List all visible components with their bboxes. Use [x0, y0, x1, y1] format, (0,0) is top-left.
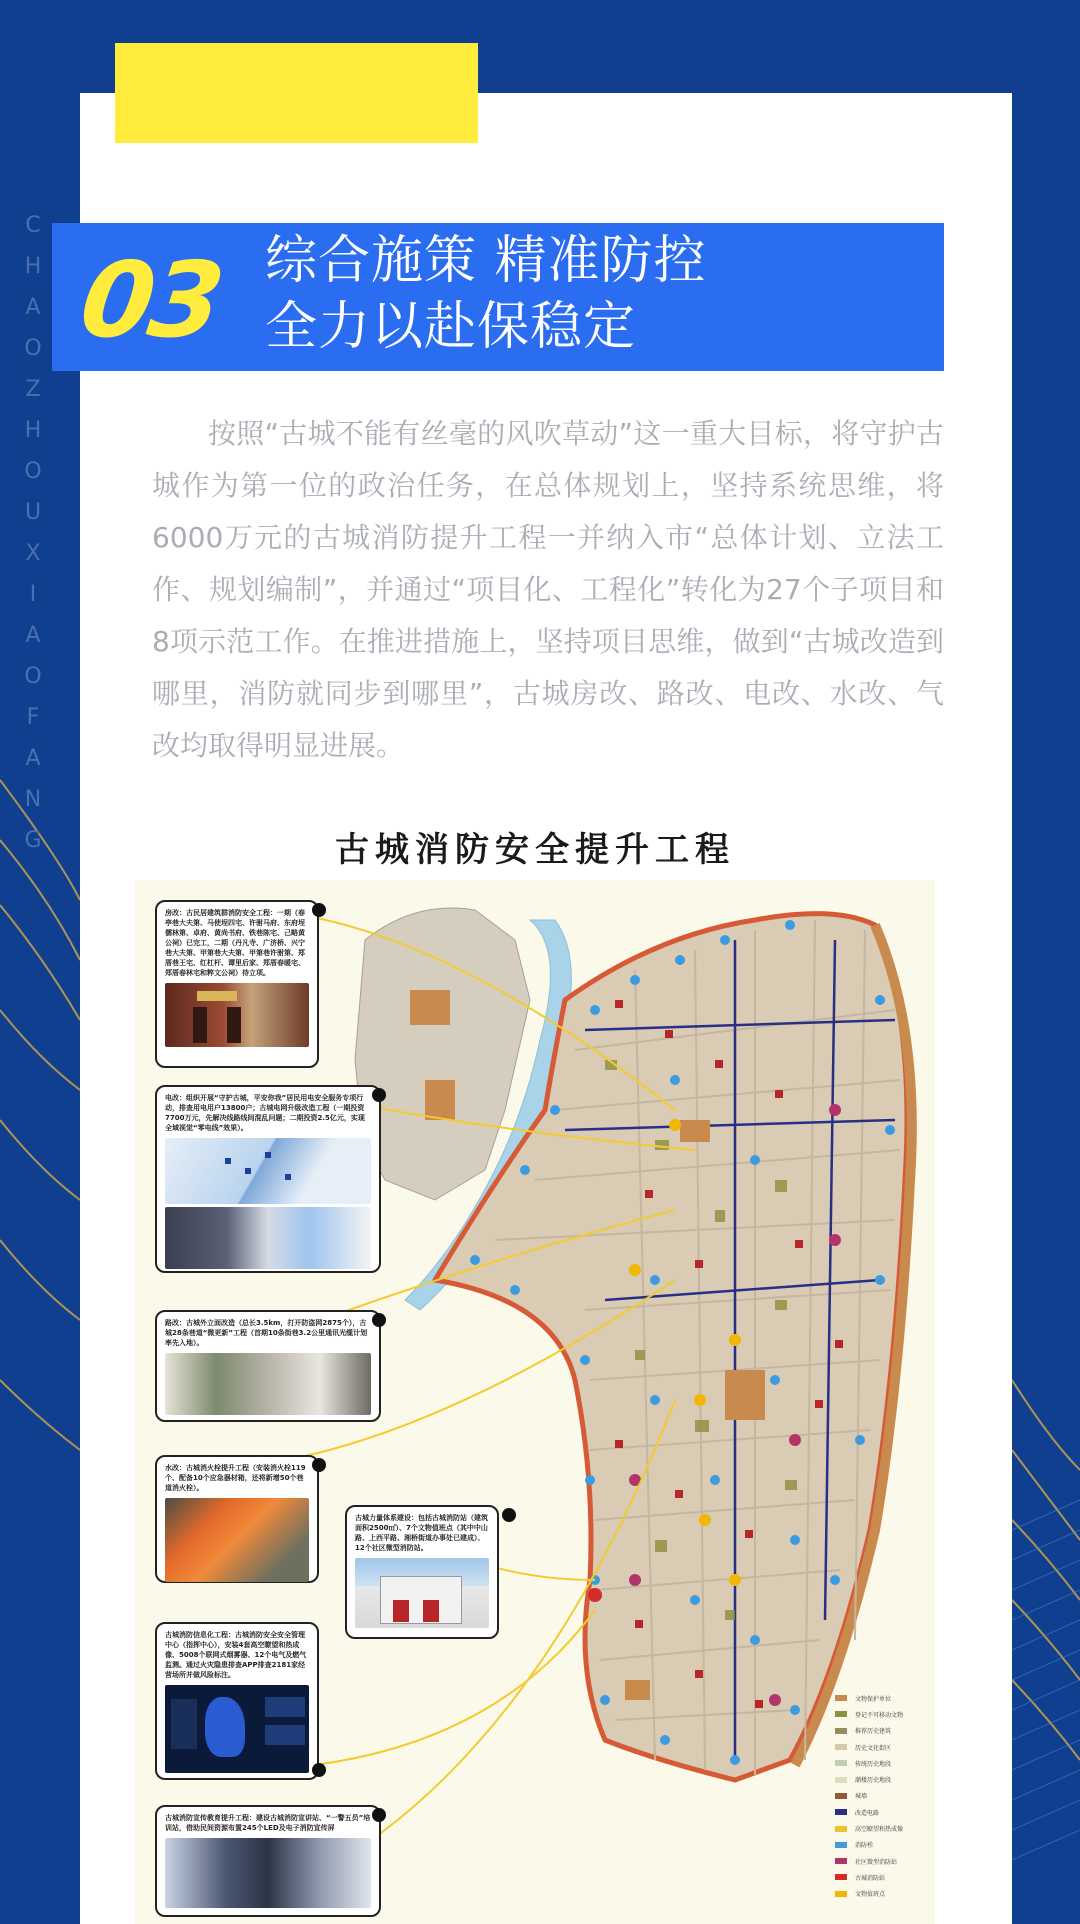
callout-water-text: 水改：古城消火栓提升工程（安装消火栓119个、配备10个应急器材箱，还将新增50个巷道消火栓）。	[165, 1464, 306, 1492]
callout-edu-anchor	[372, 1808, 386, 1822]
callout-station-anchor	[502, 1508, 516, 1522]
legend-swatch	[835, 1858, 847, 1864]
callout-power-reform	[155, 1085, 381, 1273]
legend-swatch	[835, 1695, 847, 1701]
legend-swatch	[835, 1793, 847, 1799]
legend-label: 社区微型消防站	[855, 1858, 898, 1866]
callout-station-text: 古城力量体系建设：包括古城消防站（建筑面积2500㎡）、7个文物值班点（其中中山路、上西平路、湘桥街道办事处已建成）、12个社区微型消防站。	[355, 1514, 488, 1552]
legend-item	[835, 1886, 935, 1902]
side-letter: A	[25, 295, 41, 320]
side-letter: Z	[25, 377, 41, 402]
title-line-1: 综合施策 精准防控	[265, 231, 707, 291]
legend-label: 潮楼历史地段	[855, 1777, 892, 1785]
power-photos	[165, 1207, 371, 1269]
legend-item	[835, 1837, 935, 1853]
legend-label: 历史文化街区	[855, 1744, 892, 1752]
legend-label: 消防栓	[855, 1842, 874, 1850]
callout-power-text: 电改：组织开展“守护古城，平安你我”居民用电安全服务专项行动，排查用电用户13800户；古城电网升级改造工程（一期投资7700万元，先解决线路线间混乱问题；二期投资2.5亿元，实现全域视觉“零电线”效果）。	[165, 1094, 365, 1132]
legend-item	[835, 1869, 935, 1885]
legend-label: 文物值班点	[855, 1891, 886, 1899]
callout-road-reform	[155, 1310, 381, 1422]
side-letter: N	[24, 787, 42, 812]
legend-label: 登记不可移动文物	[855, 1711, 904, 1719]
legend-swatch	[835, 1842, 847, 1848]
side-letter: I	[29, 582, 37, 607]
legend-swatch	[835, 1728, 847, 1734]
callout-power-anchor	[372, 1088, 386, 1102]
callout-house-anchor	[312, 903, 326, 917]
side-letter: A	[25, 623, 41, 648]
map-legend	[835, 1690, 935, 1902]
legend-swatch	[835, 1874, 847, 1880]
legend-label: 文物保护单位	[855, 1695, 892, 1703]
legend-item	[835, 1723, 935, 1739]
section-title	[265, 228, 905, 360]
callout-education	[155, 1805, 381, 1917]
legend-label: 传统历史地段	[855, 1760, 892, 1768]
side-letter: U	[24, 500, 42, 525]
body-paragraph: 按照“古城不能有丝毫的风吹草动”这一重大目标，将守护古城作为第一位的政治任务，在总体规划上，坚持系统思维，将6000万元的古城消防提升工程一并纳入市“总体计划、立法工作、规划编制”，并通过“项目化、工程化”转化为27个子项目和8项示范工作。在推进措施上，坚持项目思维，做到“古城改造到哪里，消防就同步到哪里”，古城房改、路改、电改、水改、气改均取得明显进展。	[152, 417, 944, 762]
legend-swatch	[835, 1891, 847, 1897]
side-letter: H	[24, 254, 42, 279]
callout-info-system	[155, 1622, 319, 1780]
side-letter: G	[24, 828, 42, 853]
side-letter: O	[24, 664, 42, 689]
station-photo	[355, 1558, 489, 1628]
callout-water-anchor	[312, 1458, 326, 1472]
callout-edu-text: 古城消防宣传教育提升工程：建设古城消防宣讲站、“一警五员”培训站，借助民间资源布置245个LED及电子消防宣传屏	[165, 1814, 371, 1832]
callout-info-anchor	[312, 1763, 326, 1777]
side-letter: A	[25, 746, 41, 771]
legend-swatch	[835, 1760, 847, 1766]
legend-item	[835, 1804, 935, 1820]
education-photo	[165, 1838, 371, 1908]
water-photo	[165, 1498, 309, 1582]
house-photo	[165, 983, 309, 1047]
callout-info-text: 古城消防信息化工程：古城消防安全安全管理中心（指挥中心），安装4套高空瞭望和热成像、5008个联网式烟雾器、12个电气及燃气监测。通过火灾隐患排查APP排查2181家经营场所并做风险标注。	[165, 1631, 307, 1679]
side-letter: F	[26, 705, 40, 730]
legend-label: 改造电路	[855, 1809, 880, 1817]
legend-item	[835, 1755, 935, 1771]
info-dashboard	[165, 1685, 309, 1773]
legend-label: 城墙	[855, 1793, 868, 1801]
side-letter: X	[25, 541, 41, 566]
callout-road-text: 路改：古城外立面改造（总长3.5km，打开防盗网2875个），古城28条巷道“微更新”工程（首期10条街巷3.2公里通讯光缆计划率先入地）。	[165, 1319, 368, 1347]
callout-fire-station	[345, 1505, 499, 1639]
legend-swatch	[835, 1777, 847, 1783]
fire-safety-map	[135, 880, 935, 1924]
legend-item	[835, 1771, 935, 1787]
legend-item	[835, 1739, 935, 1755]
side-letter: O	[24, 459, 42, 484]
yellow-header-tab	[115, 43, 478, 143]
side-vertical-text	[22, 205, 44, 861]
side-letter: C	[25, 213, 41, 238]
legend-swatch	[835, 1809, 847, 1815]
callout-water-reform	[155, 1455, 319, 1583]
legend-label: 推荐历史建筑	[855, 1728, 892, 1736]
legend-item	[835, 1690, 935, 1706]
legend-label: 古城消防站	[855, 1874, 886, 1882]
legend-label: 高空瞭望和热成像	[855, 1826, 904, 1834]
map-title: 古城消防安全提升工程	[335, 830, 735, 870]
legend-swatch	[835, 1826, 847, 1832]
side-letter: O	[24, 336, 42, 361]
power-map-thumbnail	[165, 1138, 371, 1204]
legend-item	[835, 1820, 935, 1836]
legend-swatch	[835, 1744, 847, 1750]
legend-swatch	[835, 1711, 847, 1717]
legend-item	[835, 1706, 935, 1722]
side-letter: H	[24, 418, 42, 443]
callout-house-reform	[155, 900, 319, 1068]
title-line-2: 全力以赴保稳定	[265, 297, 637, 357]
road-photos	[165, 1353, 371, 1415]
legend-item	[835, 1853, 935, 1869]
callout-road-anchor	[372, 1313, 386, 1327]
legend-item	[835, 1788, 935, 1804]
callout-house-text: 房改：古民居建筑群消防安全工程：一期（春亭巷大夫第、马使埕四宅、许驸马府、东府埕儒林第、卓府、黄尚书府、铁巷陈宅、己略黄公祠）已完工，二期（丹凡寺、广济桥、兴宁巷大夫第、甲第巷大夫第、甲第巷许驸第、郑厝巷王宅、红杠杆、谭里后家、郑厝春暖宅、郑厝春林宅和粹文公祠）待立项。	[165, 909, 305, 977]
section-number: 03	[73, 239, 228, 361]
